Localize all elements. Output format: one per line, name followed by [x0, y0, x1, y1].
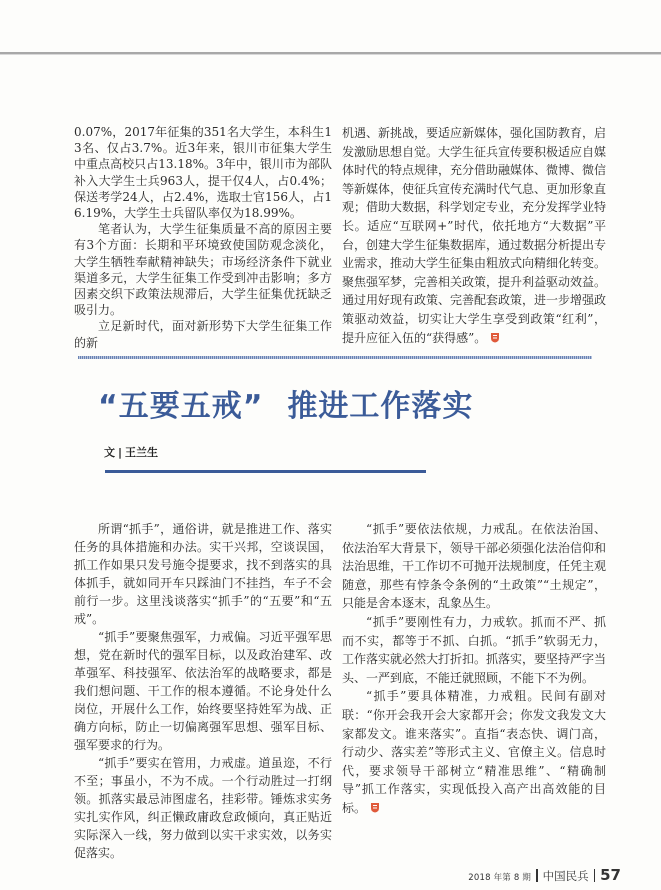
footer-divider: [594, 869, 596, 882]
paragraph: 立足新时代，面对新形势下大学生征集工作的新: [74, 319, 332, 350]
article-column-1: [74, 520, 332, 862]
author-name: 王兰生: [125, 446, 159, 459]
byline-separator: |: [118, 446, 123, 459]
page-number: 57: [600, 866, 621, 884]
paragraph: 所谓“抓手”，通俗讲，就是推进工作、落实任务的具体措施和办法。实干兴邦，空谈误国，抓工作如果只发号施令提要求，找不到落实的具体抓手，就如同开车只踩油门不挂挡，车子不会前行一步。这里浅谈落实“抓手”的“五要”和“五戒”。: [74, 522, 332, 626]
end-mark-icon: [370, 802, 380, 813]
title-part-2: 推进工作落实: [287, 389, 474, 424]
byline-label: 文: [104, 446, 115, 459]
paragraph: “抓手”要依法依规，力戒乱。在依法治国、依法治军大背景下，领导干部必须强化法治信仰和法治思维，干工作切不可抛开法规制度，任凭主观随意，那些有悖条令条例的“土政策”“土规定”，只能是舍本逐末，乱象丛生。: [342, 522, 607, 611]
article-column-2: [342, 520, 606, 818]
paragraph: [342, 124, 606, 347]
prev-article-column-2: [342, 124, 606, 347]
paragraph-text: “抓手”要具体精准，力戒粗。民间有副对联：“你开会我开会大家都开会；你发文我发文大家都发文。谁来落实”。直指“表态快、调门高，行动少、落实差”等形式主义、官僚主义。信息时代，要求领导干部树立“精准思维”、“精确制导”抓工作落实，实现低投入高产出高效能的目标。: [342, 689, 606, 815]
footer-divider: [536, 869, 538, 882]
magazine-name: 中国民兵: [542, 869, 589, 883]
page-footer: [468, 866, 621, 887]
paragraph: 0.07%，2017年征集的351名大学生，本科生13名、仅占3.7%。近3年来，银川市征集大学生中重点高校只占13.18%。3年中，银川市为部队补入大学生士兵963人，提干仅4人，占0.4%；保送考学24人，占2.4%，选取士官156人，占16.19%，大学生士兵留队率仅为18.99%。: [74, 125, 332, 221]
paragraph-text: 机遇、新挑战，要适应新媒体，强化国防教育，启发激励思想自觉。大学生征兵宣传要积极适应自媒体时代的特点规律，充分借助融媒体、微博、微信等新媒体，使征兵宣传充满时代气息、更加形象直观；借助大数据，科学划定专业，充分发挥学业特长。适应“互联网+”时代，依托地方“大数据”平台，创建大学生征集数据库，通过数据分析提出专业需求，推动大学生征集由粗放式向精细化转变。聚焦强军梦，完善相关政策，提升利益驱动效益。通过用好现有政策、完善配套政策，进一步增强政策驱动效益，切实让大学生享受到政策“红利”，提升应征入伍的“获得感”。: [342, 126, 607, 345]
title-part-1: “五要五戒”: [98, 389, 264, 424]
prev-article-column-1: [74, 124, 332, 351]
paragraph: “抓手”要实在管用，力戒虚。道虽迩，不行不至；事虽小，不为不成。一个行动胜过一打纲领。抓落实最忌沛图虚名，挂彩带。锤炼求实务实扎实作风，纠正懒政庸政怠政倾向，真正贴近实际深入一线，努力做到以实干求实效，以务实促落实。: [74, 756, 332, 860]
title-underline: [105, 470, 426, 473]
article-title: [98, 388, 473, 426]
paragraph: “抓手”要刚性有力，力戒软。抓而不严、抓而不实，都等于不抓、白抓。“抓手”软弱无力，工作落实就必然大打折扣。抓落实，要坚持严字当头、一严到底，不能迁就照顾，不能下不为例。: [342, 614, 607, 685]
issue-label: 2018 年第 8 期: [468, 873, 532, 883]
paragraph: 笔者认为，大学生征集质量不高的原因主要有3个方面：长期和平环境致使国防观念淡化，大学生牺牲奉献精神缺失；市场经济条件下就业渠道多元，大学生征集工作受到冲击影响；多方因素交织下政策法规滞后，大学生征集优抚缺乏吸引力。: [74, 222, 332, 318]
section-divider: [78, 356, 592, 359]
paragraph: “抓手”要聚焦强军，力戒偏。习近平强军思想，党在新时代的强军目标，以及政治建军、改革强军、科技强军、依法治军的战略要求，都是我们想问题、干工作的根本遵循。不论身处什么岗位，开展什么工作，始终要坚持姓军为战、正确方向标，防止一切偏离强军思想、强军目标、强军要求的行为。: [74, 630, 332, 752]
header-rule: [0, 52, 661, 55]
paragraph: [342, 687, 606, 817]
byline: [104, 446, 158, 460]
end-mark-icon: [490, 332, 500, 343]
